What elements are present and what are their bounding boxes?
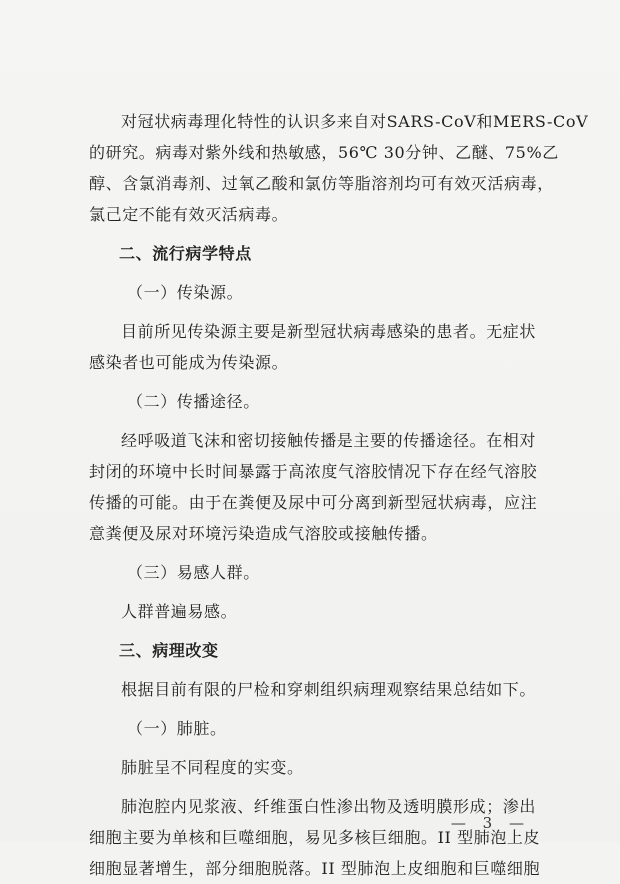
paragraph-pathology-intro xyxy=(89,674,537,705)
paragraph-transmission xyxy=(89,425,538,549)
subsection-heading-transmission: （二）传播途径。 xyxy=(127,392,260,411)
paragraph-virus-properties xyxy=(89,106,589,230)
text-line: 醇、含氯消毒剂、过氧乙酸和氯仿等脂溶剂均可有效灭活病毒， xyxy=(89,174,554,193)
subsection-heading-lung: （一）肺脏。 xyxy=(127,719,227,738)
text-line: 细胞主要为单核和巨噬细胞，易见多核巨细胞。II 型肺泡上皮 xyxy=(89,828,541,847)
text-line: 封闭的环境中长时间暴露于高浓度气溶胶情况下存在经气溶胶 xyxy=(89,462,538,481)
text-line: 肺泡腔内见浆液、纤维蛋白性渗出物及透明膜形成；渗出 xyxy=(121,797,537,816)
document-body xyxy=(89,106,589,884)
text-line: 氯己定不能有效灭活病毒。 xyxy=(89,205,289,224)
text-line: 根据目前有限的尸检和穿刺组织病理观察结果总结如下。 xyxy=(121,680,537,699)
text-line: 意粪便及尿对环境污染造成气溶胶或接触传播。 xyxy=(89,524,438,543)
subsection-heading-susceptible: （三）易感人群。 xyxy=(127,563,260,582)
text-line: 经呼吸道飞沫和密切接触传播是主要的传播途径。在相对 xyxy=(121,431,537,450)
text-line: 目前所见传染源主要是新型冠状病毒感染的患者。无症状 xyxy=(121,322,537,341)
subsection-heading-source: （一）传染源。 xyxy=(127,283,244,302)
text-line: 细胞显著增生，部分细胞脱落。II 型肺泡上皮细胞和巨噬细胞 xyxy=(89,859,541,878)
text-line: 对冠状病毒理化特性的认识多来自对SARS-CoV和MERS-CoV xyxy=(121,112,589,131)
section-heading-epidemiology: 二、流行病学特点 xyxy=(119,244,252,263)
text-line: 感染者也可能成为传染源。 xyxy=(89,353,289,372)
paragraph-susceptible xyxy=(89,596,529,627)
text-line: 的研究。病毒对紫外线和热敏感，56℃ 30分钟、乙醚、75%乙 xyxy=(89,143,559,162)
text-line: 肺脏呈不同程度的实变。 xyxy=(121,758,304,777)
section-heading-pathology: 三、病理改变 xyxy=(119,641,219,660)
text-line: 传播的可能。由于在粪便及尿中可分离到新型冠状病毒，应注 xyxy=(89,493,538,512)
text-line: 人群普遍易感。 xyxy=(121,602,238,621)
page-number: — 3 — xyxy=(450,814,530,832)
paragraph-source xyxy=(89,316,537,378)
paragraph-lung-details xyxy=(89,791,541,884)
paragraph-lung-consolidation xyxy=(89,752,529,783)
